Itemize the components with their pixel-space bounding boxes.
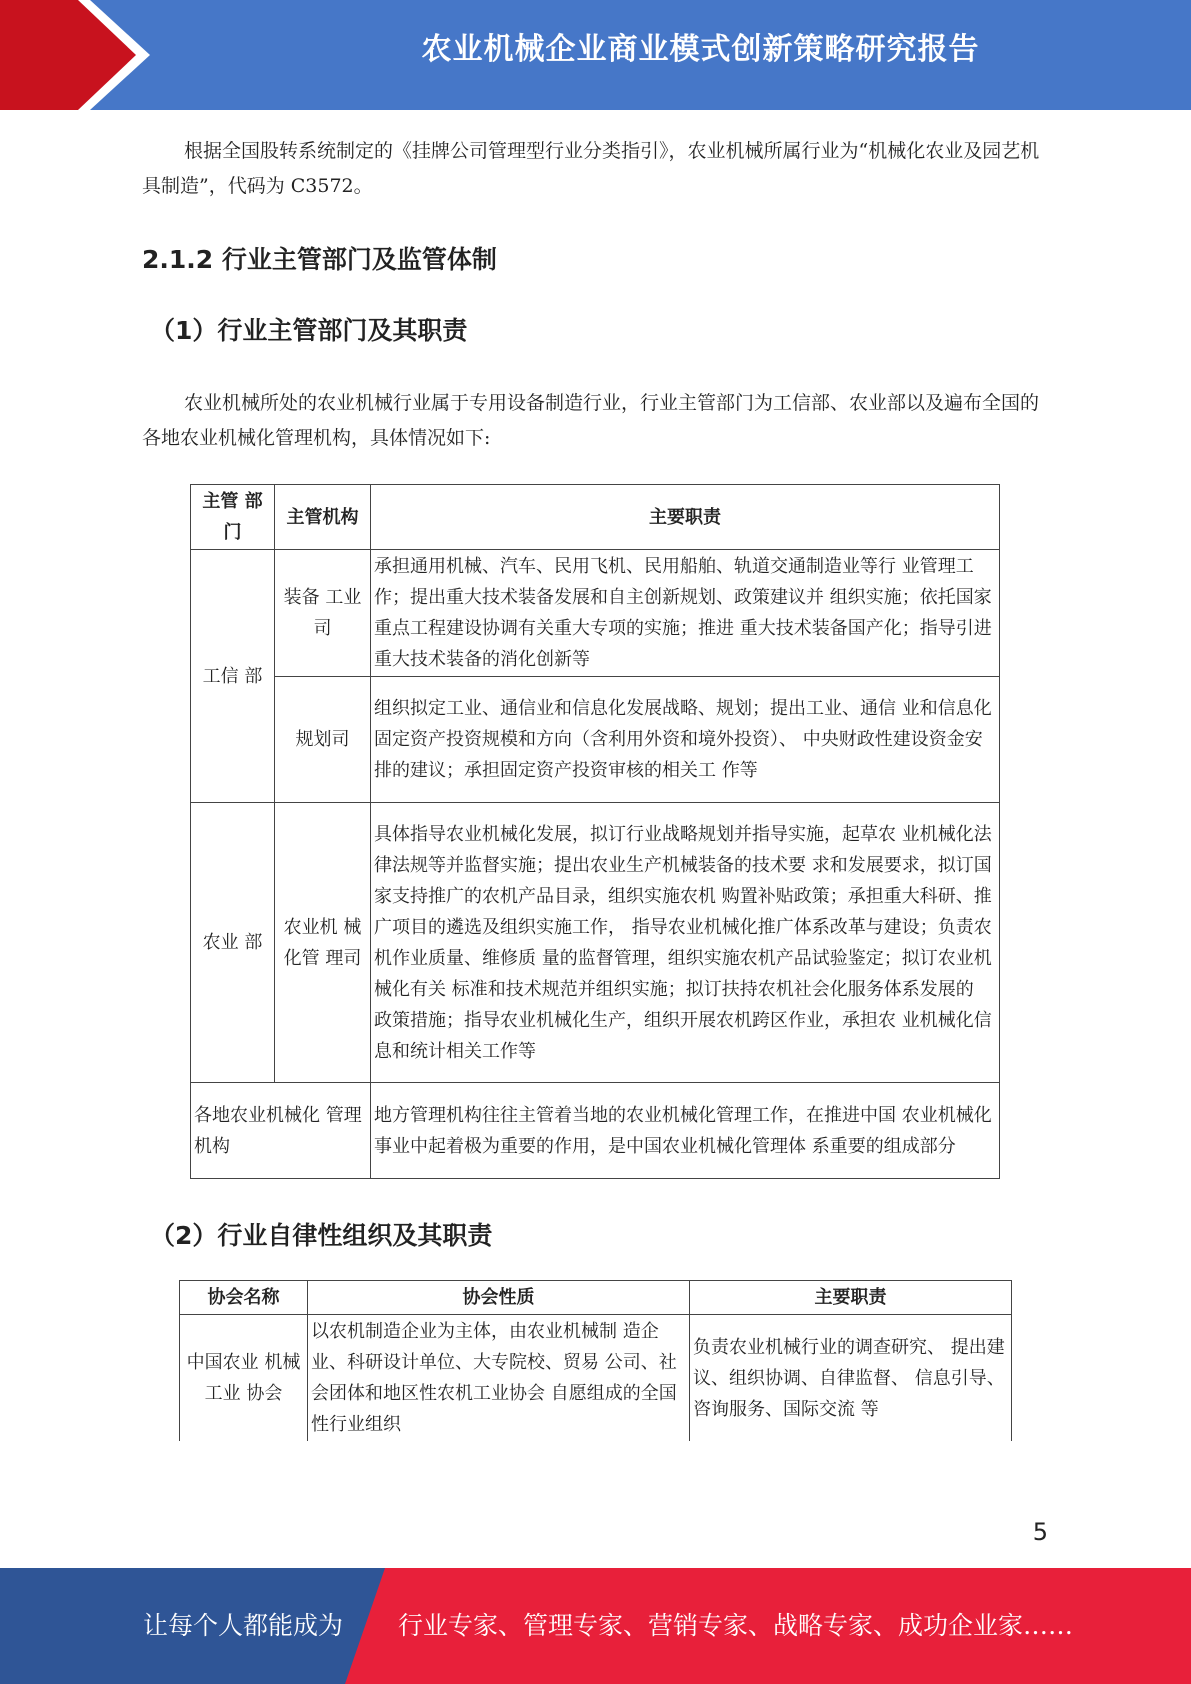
table-header-row bbox=[180, 1281, 1012, 1315]
association-table bbox=[179, 1280, 1012, 1441]
dept-cell: 农业 部 bbox=[191, 803, 275, 1083]
association-nature-cell: 以农机制造企业为主体，由农业机械制 造企业、科研设计单位、大专院校、贸易 公司、社会团体和地区性农机工业协会 自愿组成的全国性行业组织 bbox=[308, 1315, 690, 1442]
table-row bbox=[191, 550, 1000, 677]
subsection-heading-1: （1）行业主管部门及其职责 bbox=[150, 316, 468, 345]
association-name-cell: 中国农业 机械工业 协会 bbox=[180, 1315, 308, 1442]
page-footer bbox=[0, 1568, 1191, 1684]
regulator-table bbox=[190, 484, 1000, 1179]
subsection-heading-2: （2）行业自律性组织及其职责 bbox=[150, 1221, 493, 1250]
duty-cell: 组织拟定工业、通信业和信息化发展战略、规划；提出工业、通信 业和信息化固定资产投资规模和方向（含利用外资和境外投资）、 中央财政性建设资金安排的建议；承担固定资产投资审核的相关工 作等 bbox=[371, 677, 1000, 803]
duty-cell: 具体指导农业机械化发展，拟订行业战略规划并指导实施，起草农 业机械化法律法规等并监督实施；提出农业生产机械装备的技术要 求和发展要求，拟订国家支持推广的农机产品目录，组织实施农机 购置补贴政策；承担重大科研、推广项目的遴选及组织实施工作， 指导农业机械化推广体系改革与建设；负责农机作业质量、维修质 量的监督管理，组织实施农机产品试验鉴定；拟订农业机械化有关 标准和技术规范并组织实施；拟订扶持农机社会化服务体系发展的 政策措施；指导农业机械化生产，组织开展农机跨区作业，承担农 业机械化信息和统计相关工作等 bbox=[371, 803, 1000, 1083]
table-row bbox=[180, 1315, 1012, 1442]
section-heading: 2.1.2 行业主管部门及监管体制 bbox=[142, 245, 497, 274]
org-cell: 规划司 bbox=[275, 677, 371, 803]
duty-cell: 地方管理机构往往主管着当地的农业机械化管理工作，在推进中国 农业机械化事业中起着极为重要的作用，是中国农业机械化管理体 系重要的组成部分 bbox=[371, 1083, 1000, 1179]
org-cell: 农业机 械化管 理司 bbox=[275, 803, 371, 1083]
footer-slogan-right: 行业专家、管理专家、营销专家、战略专家、成功企业家…… bbox=[398, 1611, 1074, 1640]
table-header-cell: 协会性质 bbox=[308, 1281, 690, 1315]
intro-paragraph: 根据全国股转系统制定的《挂牌公司管理型行业分类指引》，农业机械所属行业为“机械化农业及园艺机具制造”，代码为 C3572。 bbox=[142, 140, 1040, 197]
page-header bbox=[0, 0, 1191, 110]
table-header-cell: 主管 部门 bbox=[191, 485, 275, 550]
page-number: 5 bbox=[1032, 1518, 1048, 1546]
table-row bbox=[191, 677, 1000, 803]
org-cell: 装备 工业司 bbox=[275, 550, 371, 677]
subsection-paragraph-1: 农业机械所处的农业机械行业属于专用设备制造行业，行业主管部门为工信部、农业部以及遍布全国的各地农业机械化管理机构，具体情况如下: bbox=[142, 392, 1040, 449]
association-duty-cell: 负责农业机械行业的调查研究、 提出建议、组织协调、自律监督、 信息引导、咨询服务、国际交流 等 bbox=[690, 1315, 1012, 1442]
duty-cell: 承担通用机械、汽车、民用飞机、民用船舶、轨道交通制造业等行 业管理工作；提出重大技术装备发展和自主创新规划、政策建议并 组织实施；依托国家重点工程建设协调有关重大专项的实施；推进 重大技术装备国产化；指导引进重大技术装备的消化创新等 bbox=[371, 550, 1000, 677]
dept-cell: 工信 部 bbox=[191, 550, 275, 803]
table-row bbox=[191, 803, 1000, 1083]
report-title: 农业机械企业商业模式创新策略研究报告 bbox=[421, 32, 980, 67]
dept-cell: 各地农业机械化 管理机构 bbox=[191, 1083, 371, 1179]
footer-slogan-left: 让每个人都能成为 bbox=[143, 1611, 344, 1640]
table-header-row bbox=[191, 485, 1000, 550]
table-row bbox=[191, 1083, 1000, 1179]
table-header-cell: 主要职责 bbox=[690, 1281, 1012, 1315]
table-header-cell: 主要职责 bbox=[371, 485, 1000, 550]
table-header-cell: 协会名称 bbox=[180, 1281, 308, 1315]
table-header-cell: 主管机构 bbox=[275, 485, 371, 550]
